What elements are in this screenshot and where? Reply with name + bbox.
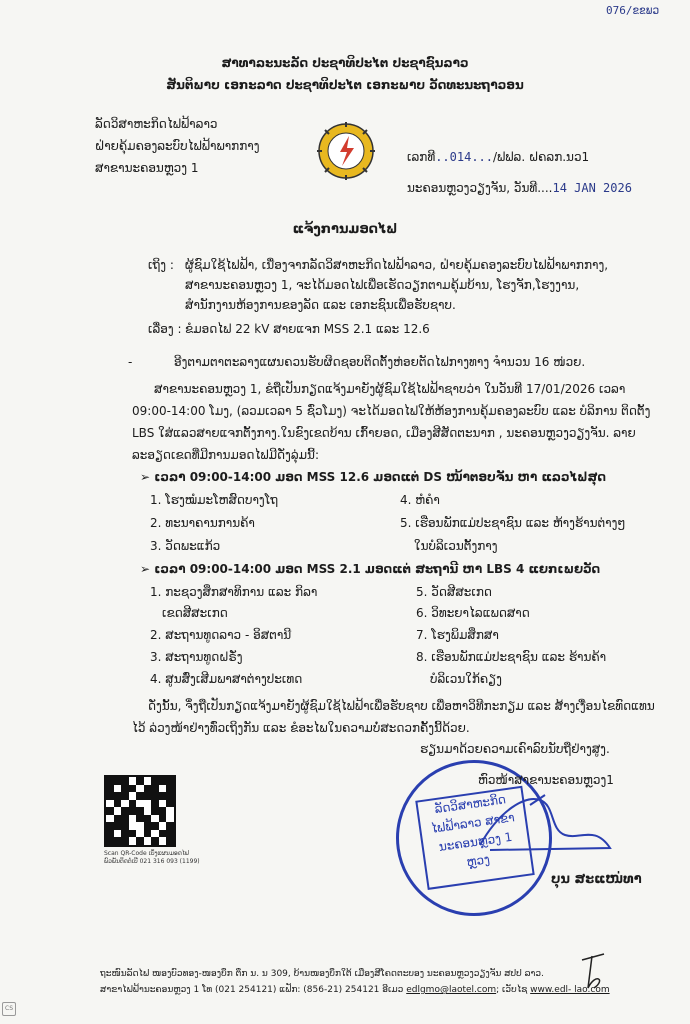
scanner-badge-icon: CS (2, 1002, 16, 1016)
reference-value: ..014... (435, 150, 493, 164)
subject-label: ເລື່ອງ : (148, 322, 182, 336)
footer-address: ຖະໜົນລັດໄຟ ໜອງບົວທອງ-ໜອງບຶກ ຕຶກ ນ. ນ 309, ບ້ານໜອງບຶກໃຕ້ ເມືອງສີໂຄດຕະບອງ ນະຄອນຫຼວງວຽງຈັນ ສປປ ລາວ. (100, 969, 544, 979)
section-2-left-item: 1. ກະຊວງສຶກສາທິການ ແລະ ກິລາ (150, 585, 318, 599)
arrow-right-icon: ➢ (140, 562, 155, 576)
header-line-2: ສັນຕິພາບ ເອກະລາດ ປະຊາທິປະໄຕ ເອກະພາບ ວັດທະນະຖາວອນ (166, 78, 524, 92)
reference-prefix: ເລກທີ (407, 150, 436, 164)
section-2-left-item: 3. ສະຖານທູດຝຣັ່ງ (150, 650, 243, 664)
date-prefix: ນະຄອນຫຼວງວຽງຈັນ, ວັນທີ.... (407, 181, 553, 195)
to-line-1: ຜູ້ຊົມໃຊ້ໄຟຟ້າ, ເນື່ອງຈາກລັດວິສາຫະກິດໄຟຟ້າລາວ, ຝ່າຍຄຸ້ມຄອງລະບົບໄຟຟ້າພາກກາງ, (185, 258, 609, 272)
header-line-1: ສາທາລະນະລັດ ປະຊາທິປະໄຕ ປະຊາຊົນລາວ (221, 56, 469, 70)
org-line-2: ຝ່າຍຄຸ້ມຄອງລະບົບໄຟຟ້າພາກກາງ (95, 139, 260, 153)
closing-line-2: ໄວ້ ລ່ວງໜ້າຢ່າງທົ່ວເຖິງກັນ ແລະ ຂໍອະໄພໃນຄວາມບໍ່ສະດວກຄັ້ງນີ້ດ້ວຍ. (132, 721, 470, 735)
stamp-line-3: ນະຄອນຫຼວງ 1 (437, 829, 514, 854)
body-line-4: ລະອຽດເຂດທີ່ມີການມອດໄຟມີດັ່ງລຸ່ມນີ້: (132, 448, 319, 462)
closing-line-3: ຮຽນມາດ້ວຍຄວາມເຄົາລົບນັບຖືຢ່າງສູງ. (420, 742, 610, 756)
date-value: 14 JAN 2026 (552, 181, 632, 195)
section-2-right-item: 6. ວິທະຍາໄລແພດສາດ (416, 606, 530, 620)
section-2-left-item: 2. ສະຖານທູດລາວ - ອິສຕານີ (150, 628, 292, 642)
org-line-3: ສາຂານະຄອນຫຼວງ 1 (95, 161, 199, 175)
section-1-left-item: 1. ໂຮງໝໍມະໂຫສົດບາງໂຖ (150, 493, 278, 507)
body-line-1: ສາຂານະຄອນຫຼວງ 1, ຂໍຖືເປັນກຽດແຈ້ງມາຍັງຜູ້ຊົມໃຊ້ໄຟຟ້າຊາບວ່າ ໃນວັນທີ 17/01/2026 ເວລາ (154, 382, 626, 396)
arrow-right-icon: ➢ (140, 470, 155, 484)
document-title: ແຈ້ງການມອດໄຟ (292, 222, 398, 237)
stamp-line-1: ລັດວິສາຫະກິດ (433, 792, 507, 817)
section-1-left-item: 3. ວັດພະແກ້ວ (150, 539, 221, 553)
section-1-left-item: 2. ທະນາຄານການຄ້າ (150, 516, 255, 530)
qr-code[interactable] (104, 775, 176, 847)
section-2-right-item: ບໍລິເວນໃກ້ຄຽງ (430, 672, 502, 686)
corner-note: 076/ຂຂພວ (606, 4, 659, 17)
signatory-name: ບຸນ ສະແໜ່ທາ (551, 872, 642, 887)
reference-suffix: /ຟຟລ. ຝຄລກ.ນວ1 (493, 150, 590, 164)
section-1-heading: ➢ ເວລາ 09:00-14:00 ມອດ MSS 12.6 ມອດແຕ່ DS ໜ້າຕອບຈັນ ຫາ ແລວໄຟສຸດ (140, 470, 606, 484)
section-2-left-item: 4. ສູນສົ່ງເສີມພາສາຕ່າງປະເທດ (150, 672, 303, 686)
section-2-right-item: 7. ໂຮງພິມສຶກສາ (416, 628, 499, 642)
reference-number (407, 150, 589, 164)
section-1-right-item: ໃນບໍລິເວນຕັ້ງກາງ (414, 539, 498, 553)
document-date (407, 181, 632, 195)
closing-line-1: ດັ່ງນັ້ນ, ຈຶ່ງຖືເປັນກຽດແຈ້ງມາຍັງຜູ້ຊົມໃຊ້ໄຟຟ້າເພື່ອຮັບຊາບ ເພື່ອຫາວິທີກະກຽມ ແລະ ສ້າງເງື່ອນໄຂທົດແທນ (148, 699, 655, 713)
section-1-right-item: 5. ເຮືອນພັກແມ່ປະຊາຊົນ ແລະ ຫ້າງຮ້ານຕ່າງໆ (400, 516, 626, 530)
to-line-2: ສາຂານະຄອນຫຼວງ 1, ຈະໄດ້ມອດໄຟເພື່ອເຮັດວຽກຕາມຄຸ້ມບ້ານ, ໂຮງຈັກ,ໂຮງງານ, (185, 278, 580, 292)
stamp-line-2: ໄຟຟ້າລາວ ສາຂາ (430, 810, 516, 836)
stamp-line-4: ຫຼວງ (465, 852, 491, 870)
section-2-left-item: ເຂດສີສະເກດ (162, 606, 228, 620)
footer-website-link[interactable]: www.edl- lao.com (530, 985, 610, 995)
footer-email-link[interactable]: edlgmo@laotel.com (406, 985, 497, 995)
section-1-right-item: 4. ຫໍຄໍາ (400, 493, 440, 507)
signature-icon (470, 790, 620, 860)
subject-text: ຂໍມອດໄຟ 22 kV ສາຍແຈກ MSS 2.1 ແລະ 12.6 (185, 322, 430, 336)
section-2-heading: ➢ ເວລາ 09:00-14:00 ມອດ MSS 2.1 ມອດແຕ່ ສະຖານີ ຫາ LBS 4 ແຍກເພຍວັດ (140, 562, 601, 576)
to-line-3: ສຳນັກງານຫ້ອງການຂອງລັດ ແລະ ເອກະຊົນເພື່ອຮັບຊາບ. (185, 298, 456, 312)
edl-logo-icon (316, 121, 376, 181)
footer-contact: ສາຂາໄຟຟ້ານະຄອນຫຼວງ 1 ໂທ (021 254121) ແຟັກ: (856-21) 254121 ອີເມວ edlgmo@laotel.com; ເວັບໄຊ www.edl- lao.com (100, 985, 610, 995)
to-label: ເຖິງ : (148, 258, 174, 272)
section-2-right-item: 8. ເຮືອນພັກແມ່ປະຊາຊົນ ແລະ ຮ້ານຄ້າ (416, 650, 607, 664)
org-line-1: ລັດວິສາຫະກິດໄຟຟ້າລາວ (95, 117, 218, 131)
signatory-title: ຫົວໜ້າສາຂານະຄອນຫຼວງ1 (478, 773, 614, 787)
body-line-3: LBS ໃສ່ແລວສາຍແຈກຕັ້ງກາງ.ໃນຂົງເຂດບ້ານ ເກົ້າຍອດ, ເມືອງສີສັດຕະນາກ , ນະຄອນຫຼວງວຽງຈັນ. ລາຍ (132, 426, 636, 440)
body-line-2: 09:00-14:00 ໂມງ, (ລວມເວລາ 5 ຊົ່ວໂມງ) ຈະໄດ້ມອດໄຟໃຫ້ຫ້ອງການຄຸ້ມຄອງລະບົບ ແລະ ບໍລິການ ຕິດຕັ້ງ (132, 404, 651, 418)
section-2-right-item: 5. ວັດສີສະເກດ (416, 585, 492, 599)
qr-caption: Scan QR-Code ເບິ່ງແຜນມອດໄຟ ພົວພັນຕິດຕໍ່ເບີ 021 316 093 (1199) (104, 850, 200, 865)
bullet-text: ອີງຕາມຕາຕະລາງແຜນຄວນຮັບຜິດຊອບຕິດຕັ້ງຫ່ອຍຕັດໄຟກາງທາງ ຈຳນວນ 16 ໜ່ວຍ. (174, 355, 586, 369)
bullet-dash: - (128, 355, 133, 369)
